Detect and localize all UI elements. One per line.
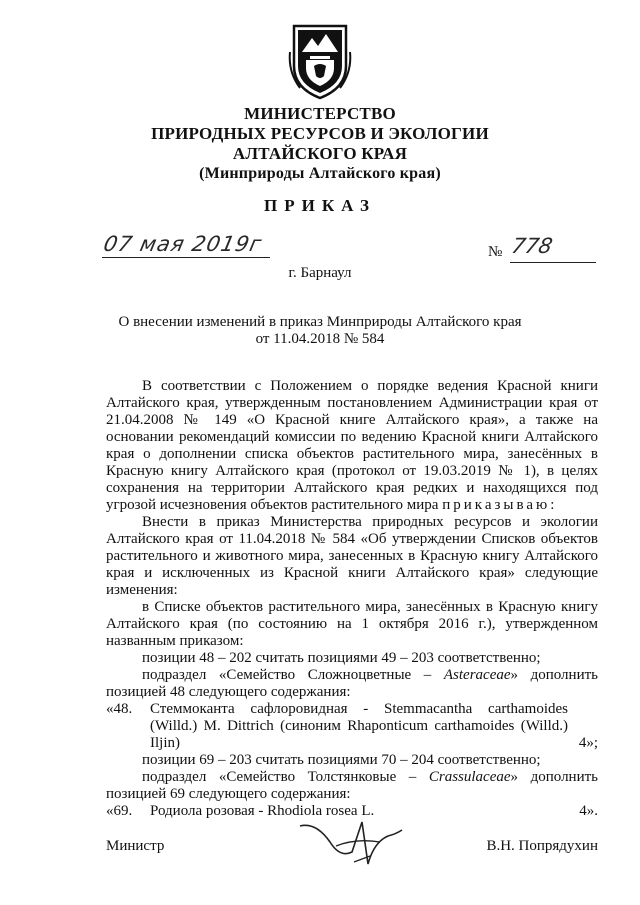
handwritten-number: 778	[509, 234, 555, 258]
preamble-paragraph	[106, 378, 598, 514]
item-48-text	[150, 701, 568, 752]
asteraceae-text-b: » дополнить позицией 48 следующего содержания:	[106, 667, 598, 700]
item-48-latin-1: Stemmacantha carthamoides	[384, 701, 568, 717]
subject-line-1: О внесении изменений в приказ Минприроды Алтайского края	[118, 314, 522, 330]
item-48-latin-2: (Willd.) M. Dittrich	[150, 718, 274, 734]
item-48-synonym-end: )	[175, 735, 180, 751]
item-48-latin-4: (Willd.) Iljin	[150, 718, 569, 751]
ministry-title-line-3: АЛТАЙСКОГО КРАЯ	[232, 144, 408, 163]
item-69-latin: Rhodiola rosea L.	[267, 803, 375, 819]
asteraceae-text-a: подраздел «Семейство Сложноцветные –	[142, 667, 444, 683]
item-48-latin-3: Rhaponticum carthamoides	[347, 718, 515, 734]
item-48-russian: Стеммоканта сафлоровидная -	[150, 701, 384, 717]
ministry-title-line-2: ПРИРОДНЫХ РЕСУРСОВ И ЭКОЛОГИИ	[151, 124, 489, 143]
date-underline	[102, 257, 270, 258]
asteraceae-paragraph	[106, 667, 598, 701]
renumber-paragraph-2: позиции 69 – 203 считать позициями 70 – 204 соответственно;	[142, 752, 541, 768]
city: г. Барнаул	[288, 265, 352, 281]
crassulaceae-text-a: подраздел «Семейство Толстянковые –	[142, 769, 429, 785]
crassulaceae-latin: Crassulaceae	[428, 769, 511, 785]
coat-of-arms-emblem	[288, 22, 352, 100]
document-type: ПРИКАЗ	[264, 196, 376, 215]
preamble-text: В соответствии с Положением о порядке ведения Красной книги Алтайского края, утвержденным постановлением Администрации края от 21.04.2008 № 149 «О Красной книге Алтайского края», а также на основании рекомендаций комиссии по ведению Красной книги Алтайского края о дополнении списка объектов растительного мира, занесённых в Красную книгу Алтайского края (протокол от 19.03.2019 № 1), в целях сохранения на территории Алтайского края редких и находящихся под угрозой исчезновения объектов растительного мира	[106, 378, 598, 513]
signer-name: В.Н. Попрядухин	[486, 838, 598, 854]
order-word: приказываю	[442, 497, 551, 513]
item-48-number: «48.	[106, 701, 133, 717]
item-48	[106, 701, 598, 752]
crassulaceae-paragraph	[106, 769, 598, 803]
number-underline	[510, 262, 596, 263]
subject-line-2: от 11.04.2018 № 584	[255, 331, 385, 347]
item-69-category: 4».	[579, 803, 598, 819]
plant-list-paragraph: в Списке объектов растительного мира, занесённых в Красную книгу Алтайского края (по состоянию на 1 октября 2016 г.), утвержденном названным приказом:	[106, 599, 598, 649]
item-69-russian: Родиола розовая -	[150, 803, 268, 819]
item-48-category: 4»;	[578, 735, 598, 751]
asteraceae-latin: Asteraceae	[443, 667, 511, 683]
amendment-paragraph: Внести в приказ Министерства природных ресурсов и экологии Алтайского края от 11.04.2018 № 584 «Об утверждении Списков объектов растительного и животного мира, занесенных в Красную книгу Алтайского края и исключенных из Красной книги Алтайского края» следующие изменения:	[106, 514, 598, 598]
handwritten-signature	[296, 812, 406, 872]
ministry-short-name: (Минприроды Алтайского края)	[199, 165, 441, 182]
crassulaceae-text-b: » дополнить позицией 69 следующего содержания:	[106, 769, 599, 802]
ministry-title-line-1: МИНИСТЕРСТВО	[244, 104, 396, 123]
renumber-paragraph-1: позиции 48 – 202 считать позициями 49 – 203 соответственно;	[142, 650, 541, 666]
order-body	[106, 378, 598, 820]
handwritten-date: 07 мая 2019г	[101, 232, 265, 256]
item-69-number: «69.	[106, 803, 133, 819]
signer-title: Министр	[106, 838, 165, 854]
item-48-synonym: (синоним	[273, 718, 348, 734]
order-subject	[0, 314, 640, 348]
preamble-end: :	[550, 497, 555, 513]
number-sign: №	[488, 244, 503, 260]
